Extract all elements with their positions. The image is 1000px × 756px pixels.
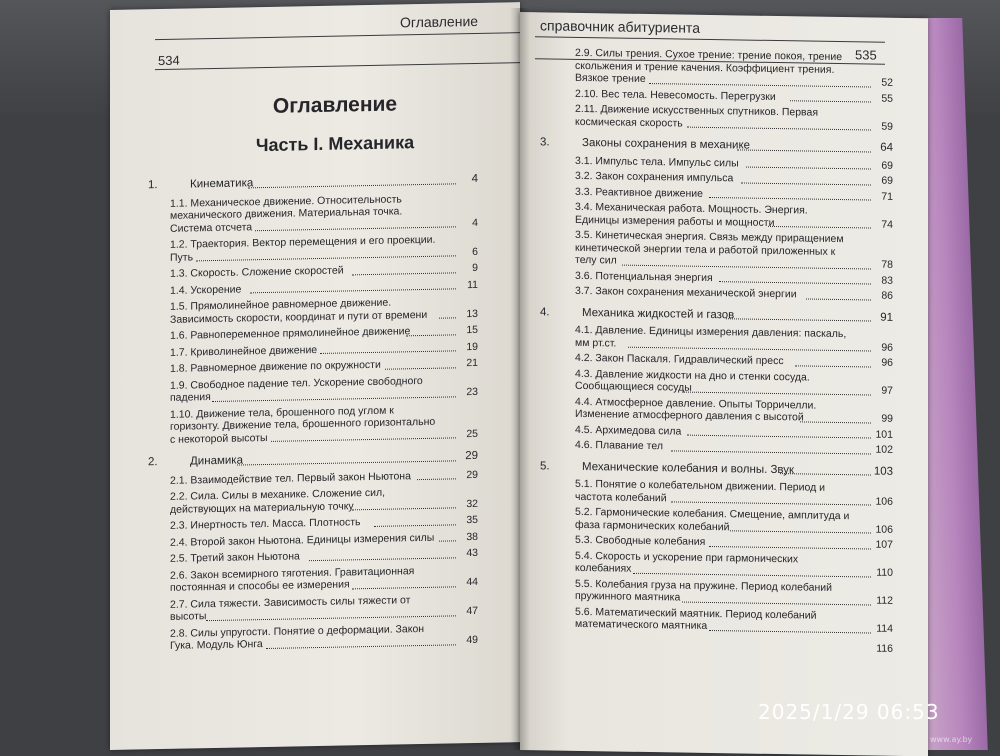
book-gutter-shadow xyxy=(510,8,530,750)
photo-timestamp: 2025/1/29 06:53 xyxy=(758,700,940,724)
toc-chapter xyxy=(148,450,478,469)
toc-page-number: 35 xyxy=(466,513,478,527)
toc-leader-dots xyxy=(374,524,456,527)
toc-chapter-number: 5. xyxy=(540,459,550,472)
toc-section xyxy=(170,340,478,358)
toc-entry-title: 2.8. Силы упругости. Понятие о деформации. Закон Гука. Модуль Юнга xyxy=(170,622,425,652)
toc-page-number: 32 xyxy=(466,497,478,510)
toc-page-number: 21 xyxy=(466,356,478,370)
toc-entry-title: 5.1. Понятие о колебательном движении. Период и частота колебаний xyxy=(575,477,826,504)
toc-page-number: 44 xyxy=(466,575,478,589)
toc-page-number: 47 xyxy=(466,604,478,618)
right-running-header: справочник абитуриента xyxy=(540,17,700,36)
toc-page-number: 9 xyxy=(472,261,478,275)
toc-section xyxy=(575,549,893,579)
toc-leader-dots xyxy=(237,460,456,465)
toc-entry-title: 1.5. Прямолинейное равномерное движение. Зависимость скорости, координат и пути от времени xyxy=(170,296,428,326)
toc-entry-title: 1.1. Механическое движение. Относительность механического движения. Материальная точка. Система отсчета xyxy=(170,192,403,235)
toc-chapter xyxy=(540,136,893,154)
part-title: Часть I. Механика xyxy=(255,132,415,156)
toc-entry-title: Динамика xyxy=(190,454,243,468)
toc-entry-title: Законы сохранения в механике xyxy=(582,136,751,152)
toc-leader-dots xyxy=(687,435,871,439)
toc-section xyxy=(170,530,478,548)
toc-page-number: 11 xyxy=(467,278,478,291)
toc-entry-title: 4.3. Давление жидкости на дно и стенки сосуда. Сообщающиеся сосуды xyxy=(575,367,810,394)
toc-entry-title: 2.9. Силы трения. Сухое трение: трение покоя, трение скольжения и трение качения. Коэффициент трения. Вязкое трение xyxy=(575,46,843,85)
toc-section xyxy=(575,423,893,440)
toc-leader-dots xyxy=(250,288,456,293)
toc-entry-title: 1.4. Ускорение xyxy=(170,282,242,297)
toc-page-number: 114 xyxy=(876,622,893,635)
toc-section xyxy=(575,605,893,635)
toc-section xyxy=(170,514,478,532)
toc-entry-title: 5.3. Свободные колебания xyxy=(575,533,706,548)
toc-entry-title: 2.3. Инертность тел. Масса. Плотность xyxy=(170,516,361,532)
toc-entry-title: 5.2. Гармонические колебания. Смещение, амплитуда и фаза гармонических колебаний xyxy=(575,505,850,533)
toc-page-number: 106 xyxy=(875,523,893,536)
toc-entry-title: 4.1. Давление. Единицы измерения давления: паскаль, мм рт.ст. xyxy=(575,323,847,350)
toc-leader-dots xyxy=(439,317,456,318)
toc-section xyxy=(170,621,478,652)
toc-page-number: 23 xyxy=(466,385,478,399)
toc-section xyxy=(575,229,893,271)
toc-section xyxy=(170,191,478,234)
toc-page-number: 29 xyxy=(466,468,478,481)
toc-section xyxy=(575,395,893,425)
toc-page-number: 19 xyxy=(466,340,478,353)
left-page-number: 534 xyxy=(158,52,180,69)
toc-section xyxy=(575,577,893,607)
toc-section xyxy=(170,262,478,280)
toc-page-number: 59 xyxy=(881,120,893,133)
toc-leader-dots xyxy=(737,149,871,152)
toc-page-number: 6 xyxy=(472,245,478,258)
toc-leader-dots xyxy=(417,478,456,480)
toc-entry-title: 3.5. Кинетическая энергия. Связь между приращением кинетической энергии тела и работой приложенных к телу сил xyxy=(575,228,844,267)
toc-leader-dots xyxy=(248,183,456,188)
toc-page-number: 96 xyxy=(881,341,893,354)
toc-section xyxy=(575,47,893,89)
toc-entry-title: 3.1. Импульс тела. Импульс силы xyxy=(575,154,739,169)
toc-leader-dots xyxy=(726,318,871,321)
toc-entry-title: 2.11. Движение искусственных спутников. Первая космическая скорость xyxy=(575,102,819,130)
toc-leader-dots xyxy=(439,540,456,541)
toc-page-number: 38 xyxy=(466,530,478,543)
toc-entry-title: Механика жидкостей и газов xyxy=(582,306,735,321)
toc-entry-title: 3.6. Потенциальная энергия xyxy=(575,269,713,284)
toc-leader-dots xyxy=(741,182,871,185)
toc-entry-title: Кинематика xyxy=(190,177,254,191)
toc-page-number: 69 xyxy=(881,174,893,187)
toc-section xyxy=(170,373,478,404)
toc-section xyxy=(575,352,893,369)
toc-section xyxy=(170,324,478,342)
toc-entry-title: 1.3. Скорость. Сложение скоростей xyxy=(170,264,344,280)
toc-chapter xyxy=(540,306,893,324)
toc-entry-title: 2.2. Сила. Силы в механике. Сложение сил, действующих на материальную точку xyxy=(170,486,386,516)
toc-section xyxy=(575,201,893,231)
toc-leader-dots xyxy=(795,365,871,367)
toc-section xyxy=(575,154,893,171)
toc-section xyxy=(170,233,478,264)
toc-section xyxy=(170,295,478,326)
toc-entry-title: 5.5. Колебания груза на пружине. Период колебаний пружинного маятника xyxy=(575,577,833,604)
toc-page-number: 49 xyxy=(466,633,478,647)
left-header-rule xyxy=(155,32,520,40)
toc-leader-dots xyxy=(671,450,871,454)
toc-entry-title: 2.7. Сила тяжести. Зависимость силы тяжести от высоты xyxy=(170,593,411,623)
toc-page-number: 74 xyxy=(881,218,893,231)
left-page xyxy=(110,2,520,750)
toc-page-number: 69 xyxy=(881,159,893,172)
toc-section xyxy=(170,563,478,594)
toc-chapter-number: 3. xyxy=(540,136,550,149)
toc-leader-dots xyxy=(309,557,456,561)
toc-entry-title: 2.10. Вес тела. Невесомость. Перегрузки xyxy=(575,87,776,103)
toc-entry-title: 1.6. Равнопеременное прямолинейное движение xyxy=(170,325,411,342)
right-page-number: 535 xyxy=(855,47,877,63)
toc-entry-title: 1.8. Равномерное движение по окружности xyxy=(170,358,381,375)
toc-page-number: 29 xyxy=(465,449,478,463)
toc-page-number: 101 xyxy=(875,428,893,441)
toc-page-number: 110 xyxy=(876,566,893,579)
toc-section xyxy=(575,478,893,508)
toc-page-number: 25 xyxy=(466,427,478,440)
toc-leader-dots xyxy=(406,334,456,336)
toc-entry-title: 2.5. Третий закон Ньютона xyxy=(170,550,300,565)
toc-leader-dots xyxy=(746,167,871,170)
toc-entry-title: 1.10. Движение тела, брошенного под углом к горизонту. Движение тела, брошенного горизонтально с некоторой высоты xyxy=(170,404,436,446)
toc-page-number: 91 xyxy=(880,311,893,324)
toc-page-number: 102 xyxy=(875,443,893,456)
toc-leader-dots xyxy=(709,197,871,201)
toc-page-number: 96 xyxy=(881,356,893,369)
toc-chapter-number: 4. xyxy=(540,305,550,318)
toc-page-number: 64 xyxy=(880,141,893,154)
toc-entry-title: 3.7. Закон сохранения механической энергии xyxy=(575,284,797,301)
toc-leader-dots xyxy=(709,545,871,549)
toc-entry-title: 4.5. Архимедова сила xyxy=(575,423,682,438)
toc-page-number: 112 xyxy=(876,594,893,607)
toc-page-number: 106 xyxy=(875,495,893,508)
toc-leader-dots xyxy=(719,281,871,284)
toc-page-number: 4 xyxy=(472,216,478,229)
toc-section xyxy=(575,324,893,354)
toc-section xyxy=(170,592,478,623)
toc-chapter-number: 1. xyxy=(148,179,158,192)
toc-section xyxy=(575,103,893,133)
toc-title: Оглавление xyxy=(272,92,398,118)
toc-page-number: 55 xyxy=(881,92,893,105)
toc-entry-title: 5.4. Скорость и ускорение при гармонических колебаниях xyxy=(575,549,799,575)
toc-entry-title: Механические колебания и волны. Звук xyxy=(582,460,795,476)
toc-section xyxy=(170,547,478,565)
toc-leader-dots xyxy=(385,367,456,369)
toc-entry-title: 3.3. Реактивное движение xyxy=(575,185,703,200)
toc-chapter-number: 2. xyxy=(148,456,158,469)
toc-page-number-extra: 116 xyxy=(876,642,893,655)
toc-section xyxy=(575,87,893,104)
watermark: www.ay.by xyxy=(930,735,973,744)
toc-page-number: 86 xyxy=(881,289,893,302)
toc-section xyxy=(575,367,893,397)
toc-page-number: 99 xyxy=(881,412,893,425)
toc-section xyxy=(170,357,478,375)
toc-page-number: 4 xyxy=(471,172,478,186)
toc-chapter xyxy=(540,460,893,478)
left-running-header: Оглавление xyxy=(400,12,479,31)
toc-page-number: 52 xyxy=(881,76,893,89)
toc-leader-dots xyxy=(320,350,456,354)
toc-entry-title: 2.4. Второй закон Ньютона. Единицы измерения силы xyxy=(170,531,435,549)
toc-entry-title: 2.6. Закон всемирного тяготения. Гравитационная постоянная и способы ее измерения xyxy=(170,564,415,594)
toc-section xyxy=(575,506,893,536)
toc-section xyxy=(575,269,893,286)
toc-page-number: 13 xyxy=(466,307,478,320)
toc-section xyxy=(170,278,478,296)
toc-entry-title: 2.1. Взаимодействие тел. Первый закон Ньютона xyxy=(170,469,411,487)
toc-page-number: 71 xyxy=(881,190,893,203)
toc-section xyxy=(575,185,893,202)
toc-entry-title: 1.2. Траектория. Вектор перемещения и его проекции. Путь xyxy=(170,233,436,264)
toc-page-number: 107 xyxy=(875,538,893,551)
toc-entry-title: 3.2. Закон сохранения импульса xyxy=(575,169,734,185)
toc-leader-dots xyxy=(790,100,871,102)
toc-section xyxy=(170,468,478,486)
toc-section xyxy=(575,534,893,551)
toc-page-number: 83 xyxy=(881,274,893,287)
toc-entry-title: 3.4. Механическая работа. Мощность. Энергия. Единицы измерения работы и мощности xyxy=(575,200,808,229)
left-number-rule xyxy=(155,62,520,70)
toc-section xyxy=(170,485,478,516)
toc-entry-title: 5.6. Математический маятник. Период колебаний математического маятника xyxy=(575,605,817,632)
toc-section xyxy=(170,402,478,445)
toc-entry-title: 4.6. Плавание тел xyxy=(575,438,663,453)
toc-leader-dots xyxy=(806,298,871,300)
toc-entry-title: 1.9. Свободное падение тел. Ускорение свободного падения xyxy=(170,374,423,404)
toc-entry-title: 1.7. Криволинейное движение xyxy=(170,343,318,359)
toc-chapter xyxy=(148,173,478,192)
toc-section xyxy=(575,285,893,302)
toc-entry-title: 4.4. Атмосферное давление. Опыты Торричелли. Изменение атмосферного давления с высотой xyxy=(575,395,817,424)
toc-page-number: 97 xyxy=(881,384,893,397)
toc-page-number: 103 xyxy=(873,465,893,478)
toc-entry-title: 4.2. Закон Паскаля. Гидравлический пресс xyxy=(575,351,784,368)
toc-page-number: 43 xyxy=(466,546,478,560)
toc-leader-dots xyxy=(352,272,456,275)
toc-page-number: 15 xyxy=(466,323,478,337)
toc-page-number: 78 xyxy=(881,258,893,271)
toc-section xyxy=(575,170,893,187)
right-page xyxy=(520,12,928,756)
right-header-rule xyxy=(535,36,885,42)
toc-section xyxy=(575,439,893,456)
